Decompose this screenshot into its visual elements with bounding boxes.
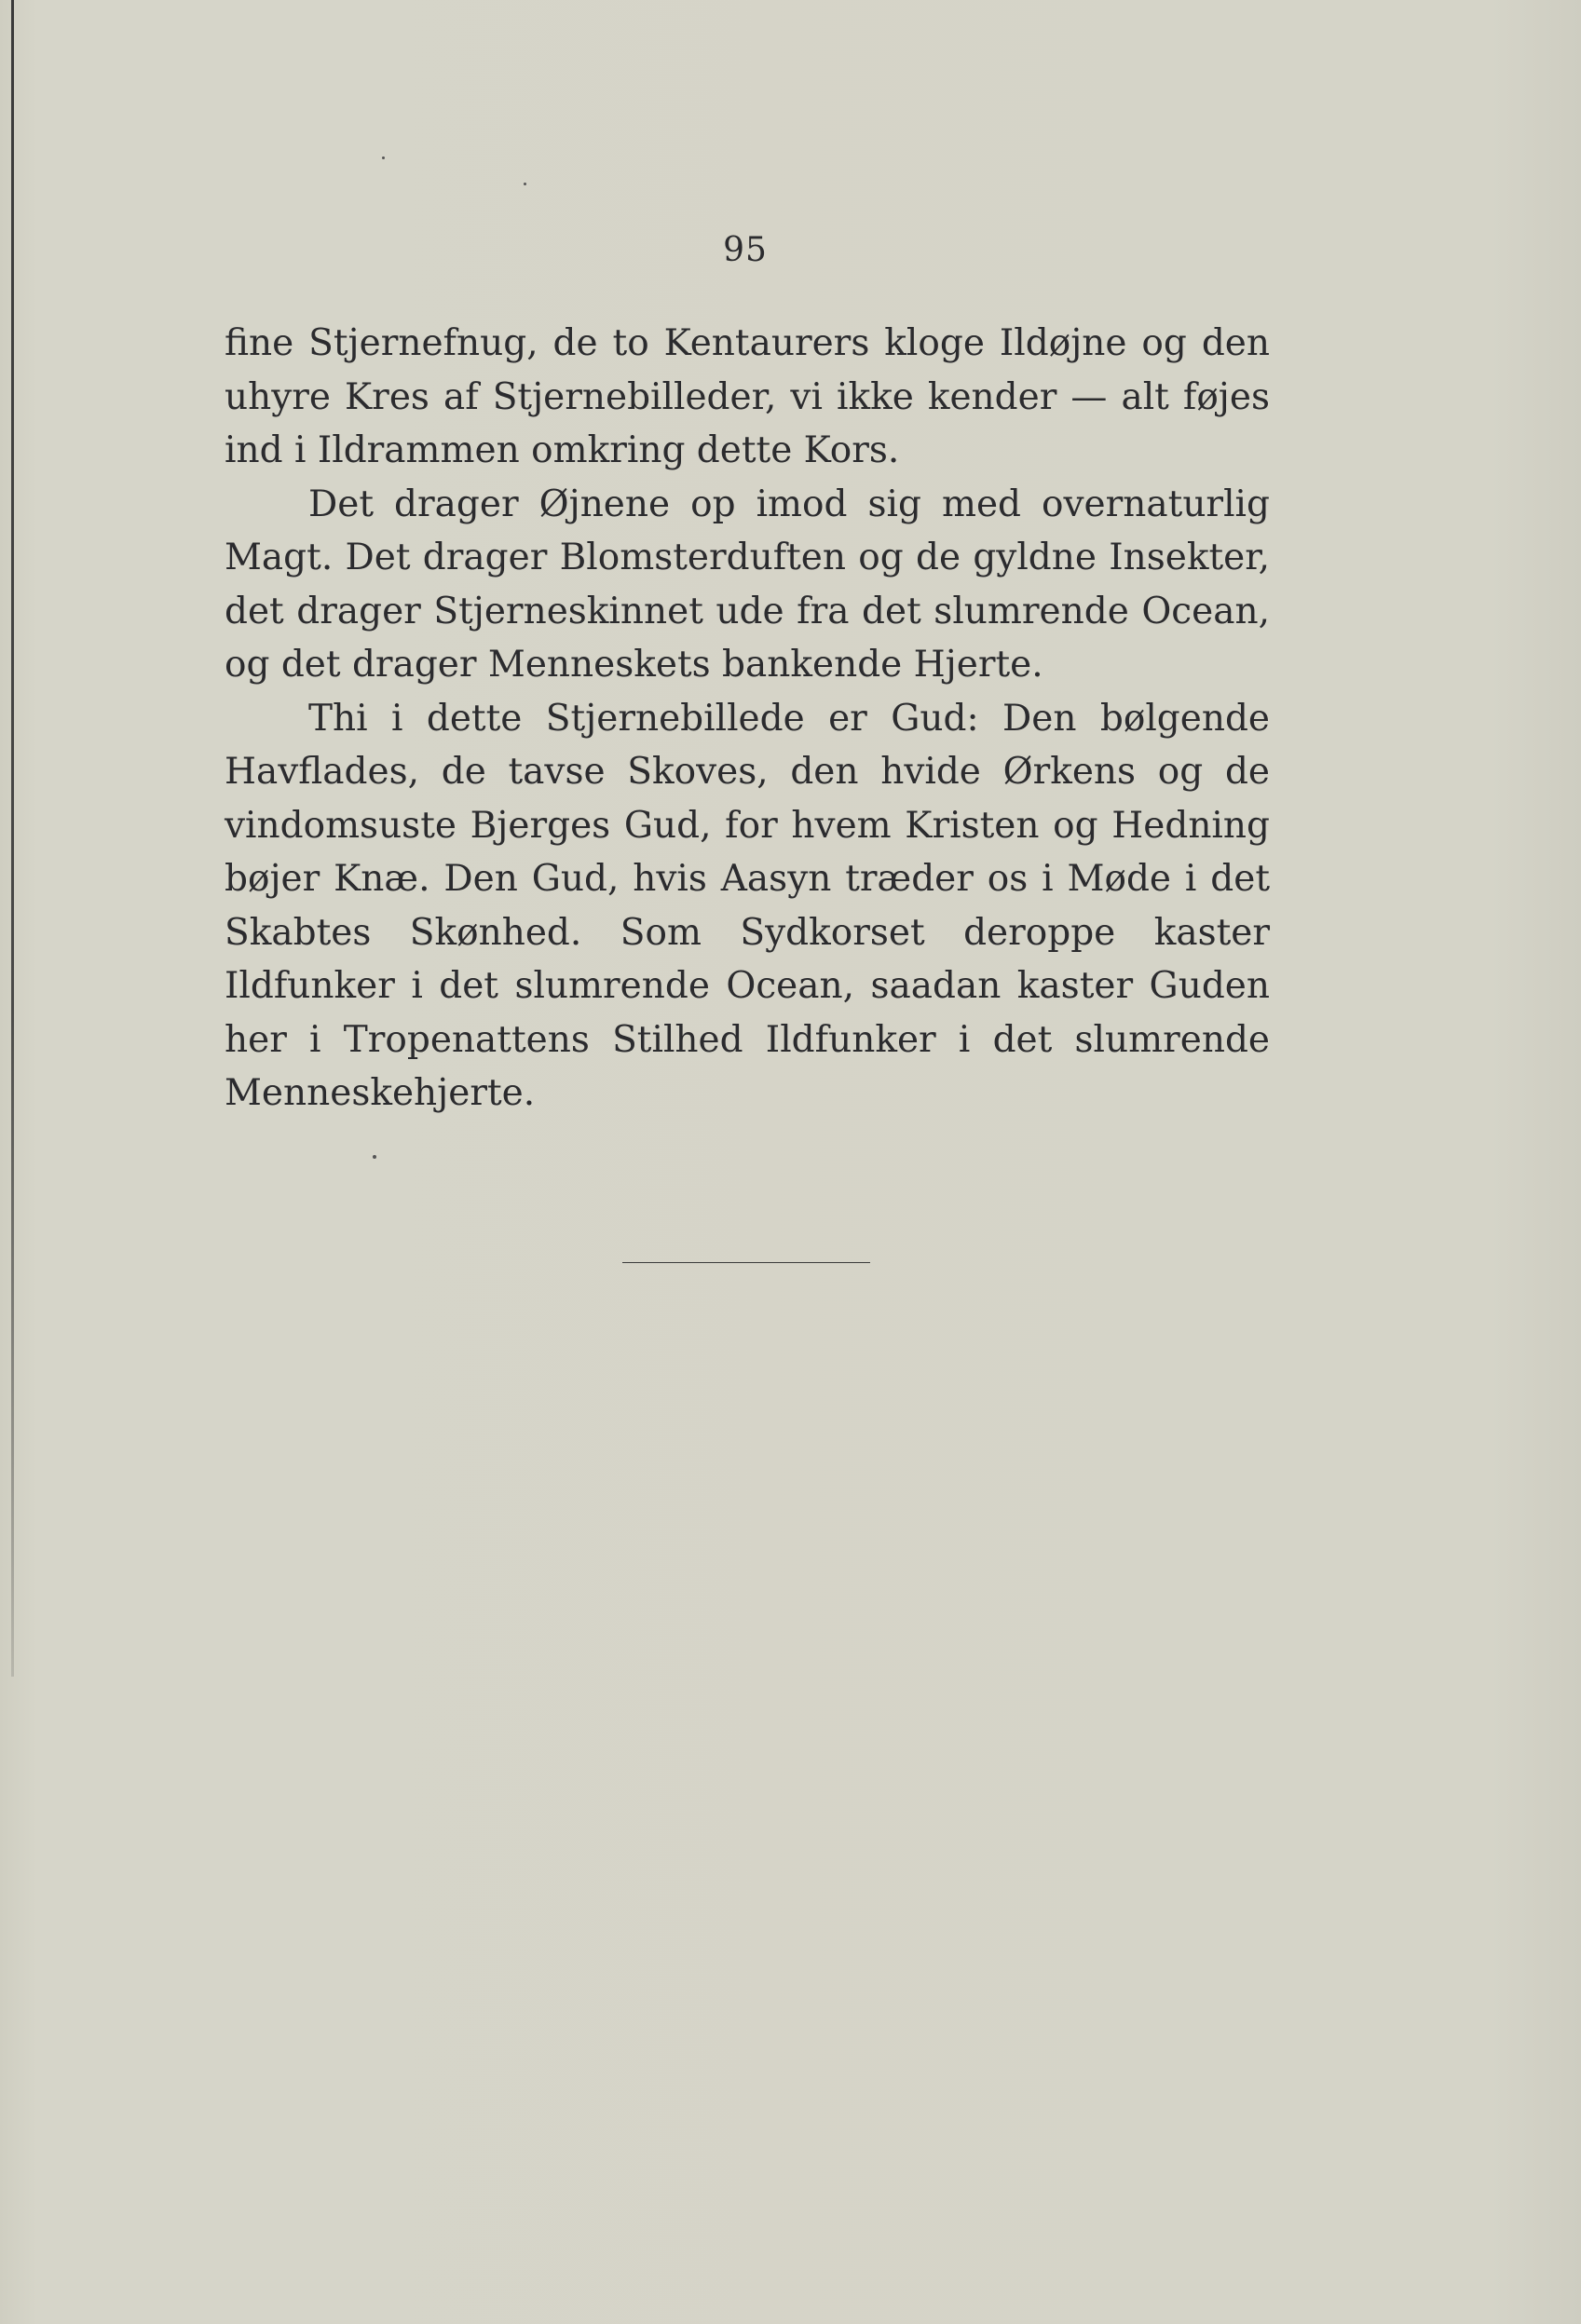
paper-speck [524, 183, 526, 185]
page-number: 95 [723, 231, 768, 269]
paragraph-1: fine Stjernefnug, de to Kentaurers kloge Ildøjne og den uhyre Kres af Stjernebilleder, vi ikke kender — alt føjes ind i Ildrammen omkring dette Kors. [225, 322, 1270, 471]
paragraph-2: Det drager Øjnene op imod sig med overnaturlig Magt. Det drager Blomsterduften og de gyldne Insekter, det drager Stjerneskinnet ude fra det slumrende Ocean, og det drager Menneskets bankende Hjerte. [225, 482, 1270, 686]
paragraph-3: Thi i dette Stjernebillede er Gud: Den bølgende Havflades, de tavse Skoves, den hvide Ørkens og de vindomsuste Bjerges Gud, for hvem Kristen og Hedning bøjer Knæ. Den Gud, hvis Aasyn træder os i Møde i det Skabtes Skønhed. Som Sydkorset deroppe kaster Ildfunker i det slumrende Ocean, saadan kaster Guden her i Tropenattens Stilhed Ildfunker i det slumrende Menneskehjerte. [225, 697, 1270, 1114]
paper-speck [382, 156, 385, 159]
paper-speck [373, 1155, 376, 1159]
body-text [225, 317, 1270, 1121]
section-end-rule [622, 1262, 870, 1263]
